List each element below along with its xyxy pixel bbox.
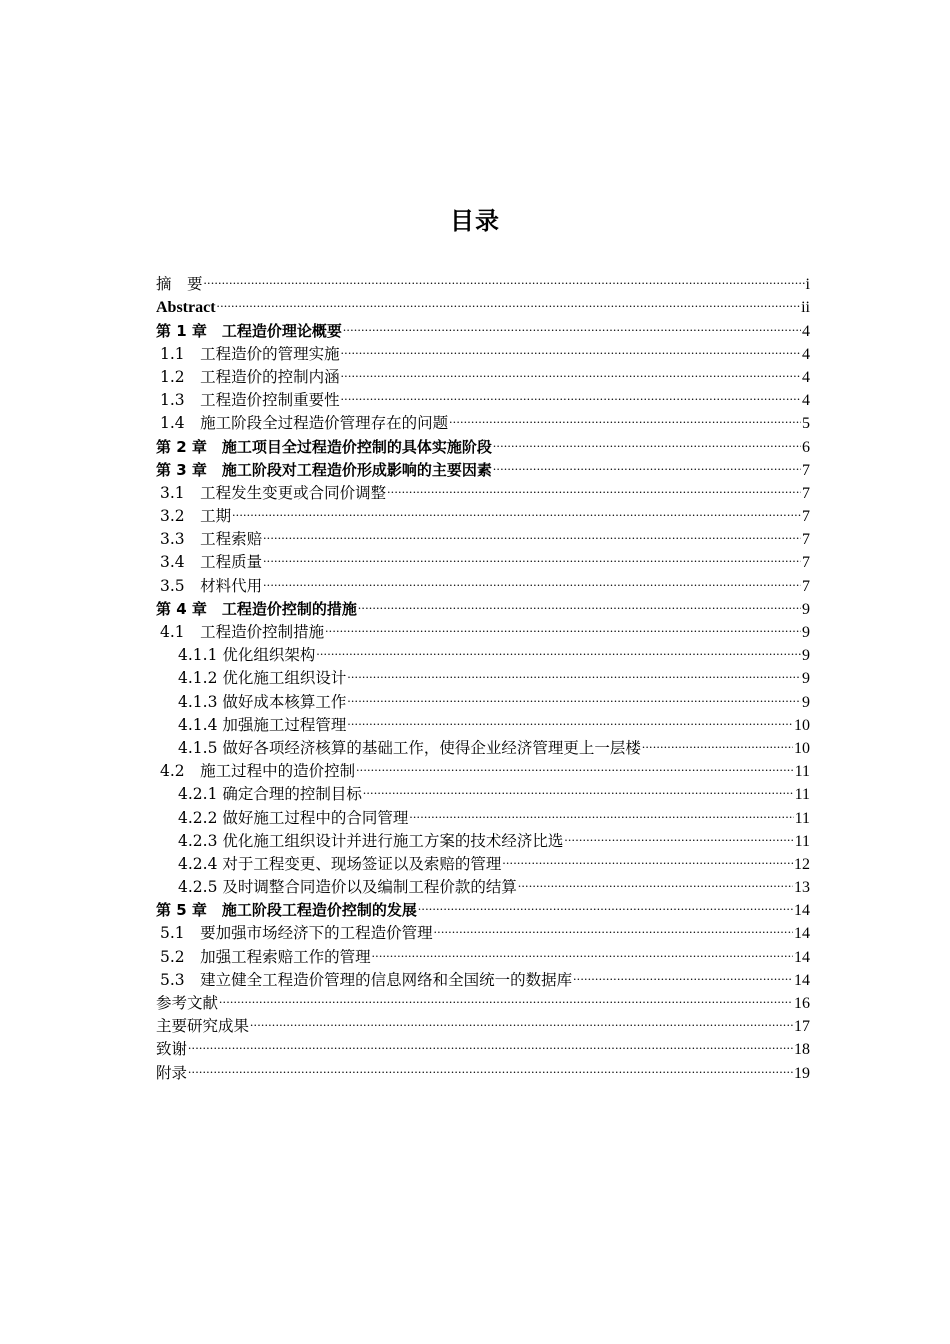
toc-dot-leader bbox=[356, 753, 793, 776]
toc-entry-label: 3.2 工期 bbox=[160, 507, 232, 526]
toc-dot-leader bbox=[347, 707, 793, 730]
toc-entry[interactable] bbox=[156, 1031, 810, 1059]
toc-page-number: 4 bbox=[802, 368, 810, 386]
toc-entry-label: 4.1 工程造价控制措施 bbox=[160, 623, 325, 641]
toc-entry-label: 4.1.3 做好成本核算工作 bbox=[178, 692, 347, 711]
toc-dot-leader bbox=[263, 544, 801, 567]
toc-entry[interactable] bbox=[156, 312, 810, 340]
toc-entry-label: 5.1 要加强市场经济下的工程造价管理 bbox=[160, 924, 433, 943]
toc-entry[interactable] bbox=[156, 521, 810, 549]
toc-page-number: 5 bbox=[802, 415, 810, 433]
toc-page-number: 7 bbox=[802, 461, 810, 479]
toc-dot-leader bbox=[341, 359, 801, 382]
toc-dot-leader bbox=[250, 1008, 793, 1031]
toc-entry[interactable] bbox=[156, 985, 810, 1012]
toc-entry-label: 4.2.3 优化施工组织设计并进行施工方案的技术经济比选 bbox=[178, 831, 564, 850]
toc-entry-label: 4.2 施工过程中的造价控制 bbox=[160, 762, 356, 781]
toc-dot-leader bbox=[347, 683, 801, 706]
toc-dot-leader bbox=[188, 1054, 793, 1077]
toc-dot-leader bbox=[343, 312, 801, 335]
toc-dot-leader bbox=[232, 498, 801, 521]
toc-dot-leader bbox=[325, 614, 801, 637]
toc-dot-leader bbox=[409, 799, 793, 822]
toc-entry[interactable] bbox=[156, 266, 810, 294]
toc-entry[interactable] bbox=[156, 1054, 810, 1082]
toc-entry[interactable] bbox=[156, 498, 810, 526]
toc-entry-label: 3.1 工程发生变更或合同价调整 bbox=[160, 483, 387, 502]
toc-dot-leader bbox=[493, 428, 801, 451]
toc-page-number: 7 bbox=[802, 531, 810, 549]
toc-page-number: i bbox=[805, 276, 810, 294]
toc-dot-leader bbox=[573, 962, 793, 985]
toc-page-number: 9 bbox=[802, 624, 810, 641]
toc-dot-leader bbox=[518, 869, 793, 892]
toc-dot-leader bbox=[387, 475, 801, 498]
toc-entry-label: 3.4 工程质量 bbox=[160, 553, 263, 572]
toc-dot-leader bbox=[434, 915, 793, 938]
toc-dot-leader bbox=[642, 730, 793, 753]
toc-dot-leader bbox=[316, 637, 801, 660]
toc-dot-leader bbox=[263, 521, 801, 544]
toc-entry-label: 致谢 bbox=[156, 1040, 188, 1059]
toc-entry-label: 4.2.4 对于工程变更、现场签证以及索赔的管理 bbox=[178, 854, 502, 873]
toc-page-number: 11 bbox=[794, 832, 810, 850]
toc-entry[interactable] bbox=[156, 289, 810, 317]
toc-entry-label: 第 3 章 施工阶段对工程造价形成影响的主要因素 bbox=[156, 460, 492, 479]
toc-page-number: 9 bbox=[802, 670, 810, 688]
toc-entry-label: 1.2 工程造价的控制内涵 bbox=[160, 367, 340, 386]
toc-dot-leader bbox=[341, 382, 801, 405]
toc-entry-label: 第 2 章 施工项目全过程造价控制的具体实施阶段 bbox=[156, 437, 492, 456]
toc-page-number: 11 bbox=[794, 763, 810, 781]
toc-page-number: 6 bbox=[802, 438, 810, 456]
toc-dot-leader bbox=[347, 660, 801, 683]
toc-entry-label: 3.5 材料代用 bbox=[160, 576, 263, 595]
toc-entry-label: 4.2.5 及时调整合同造价以及编制工程价款的结算 bbox=[178, 878, 517, 897]
toc-page-number: 7 bbox=[802, 554, 810, 572]
toc-entry-label: 4.1.1 优化组织架构 bbox=[178, 646, 316, 665]
toc-dot-leader bbox=[219, 985, 793, 1008]
toc-page-number: 4 bbox=[802, 345, 810, 363]
toc-entry-label: 3.3 工程索赔 bbox=[160, 530, 263, 549]
toc-page-number: 7 bbox=[802, 508, 810, 526]
toc-page-number: 14 bbox=[794, 925, 810, 943]
toc-dot-leader bbox=[502, 846, 793, 869]
toc-dot-leader bbox=[217, 289, 801, 312]
toc-entry[interactable] bbox=[156, 1008, 810, 1036]
toc-dot-leader bbox=[418, 892, 793, 915]
toc-page-number: 11 bbox=[794, 809, 810, 827]
toc-entry-label: 4.1.2 优化施工组织设计 bbox=[178, 669, 347, 688]
toc-dot-leader bbox=[263, 567, 801, 590]
table-of-contents bbox=[156, 266, 810, 1082]
toc-page-number: 14 bbox=[794, 948, 810, 966]
toc-dot-leader bbox=[188, 1031, 793, 1054]
toc-entry-label: 参考文献 bbox=[156, 994, 219, 1012]
toc-dot-leader bbox=[564, 823, 793, 846]
toc-page-number: ii bbox=[801, 299, 810, 317]
toc-page-number: 13 bbox=[794, 879, 810, 897]
toc-page-number: 17 bbox=[794, 1018, 810, 1036]
toc-entry-label: 第 5 章 施工阶段工程造价控制的发展 bbox=[156, 901, 417, 920]
toc-dot-leader bbox=[204, 266, 805, 289]
toc-page-number: 14 bbox=[794, 902, 810, 920]
toc-page-number: 4 bbox=[802, 322, 810, 340]
toc-entry-label: 1.3 工程造价控制重要性 bbox=[160, 391, 340, 410]
toc-dot-leader bbox=[358, 591, 801, 614]
toc-page-number: 19 bbox=[794, 1064, 810, 1082]
toc-dot-leader bbox=[363, 776, 794, 799]
toc-entry-label: 4.1.4 加强施工过程管理 bbox=[178, 715, 347, 734]
toc-page-number: 10 bbox=[794, 739, 810, 757]
toc-entry-label: 附录 bbox=[156, 1063, 188, 1082]
toc-entry-label: 4.2.1 确定合理的控制目标 bbox=[178, 785, 362, 804]
toc-dot-leader bbox=[449, 405, 801, 428]
toc-page-number: 11 bbox=[794, 786, 810, 804]
toc-entry-label: 第 1 章 工程造价理论概要 bbox=[156, 321, 342, 340]
toc-dot-leader bbox=[372, 938, 793, 961]
toc-entry-label: 5.3 建立健全工程造价管理的信息网络和全国统一的数据库 bbox=[160, 970, 573, 989]
toc-entry-label: 5.2 加强工程索赔工作的管理 bbox=[160, 947, 371, 966]
toc-dot-leader bbox=[341, 336, 801, 359]
toc-page-number: 9 bbox=[802, 693, 810, 711]
toc-entry-label: Abstract bbox=[156, 299, 216, 317]
toc-page-number: 9 bbox=[802, 647, 810, 665]
toc-page-number: 12 bbox=[794, 855, 810, 873]
toc-page-number: 4 bbox=[802, 392, 810, 410]
toc-page-number: 7 bbox=[802, 484, 810, 502]
toc-page-number: 16 bbox=[794, 995, 810, 1012]
toc-entry-label: 摘 要 bbox=[156, 275, 203, 294]
toc-dot-leader bbox=[493, 452, 801, 475]
toc-entry-label: 4.1.5 做好各项经济核算的基础工作，使得企业经济管理更上一层楼 bbox=[178, 738, 641, 757]
toc-entry-label: 1.1 工程造价的管理实施 bbox=[160, 344, 340, 363]
toc-entry-label: 主要研究成果 bbox=[156, 1017, 250, 1036]
toc-page-number: 7 bbox=[802, 577, 810, 595]
toc-page-number: 9 bbox=[802, 600, 810, 618]
toc-entry-label: 第 4 章 工程造价控制的措施 bbox=[156, 599, 357, 618]
page-title: 目录 bbox=[450, 207, 500, 235]
toc-page-number: 14 bbox=[794, 971, 810, 989]
toc-entry-label: 1.4 施工阶段全过程造价管理存在的问题 bbox=[160, 414, 449, 433]
toc-page-number: 10 bbox=[794, 716, 810, 734]
toc-entry-label: 4.2.2 做好施工过程中的合同管理 bbox=[178, 808, 409, 827]
toc-page-number: 18 bbox=[794, 1041, 810, 1059]
